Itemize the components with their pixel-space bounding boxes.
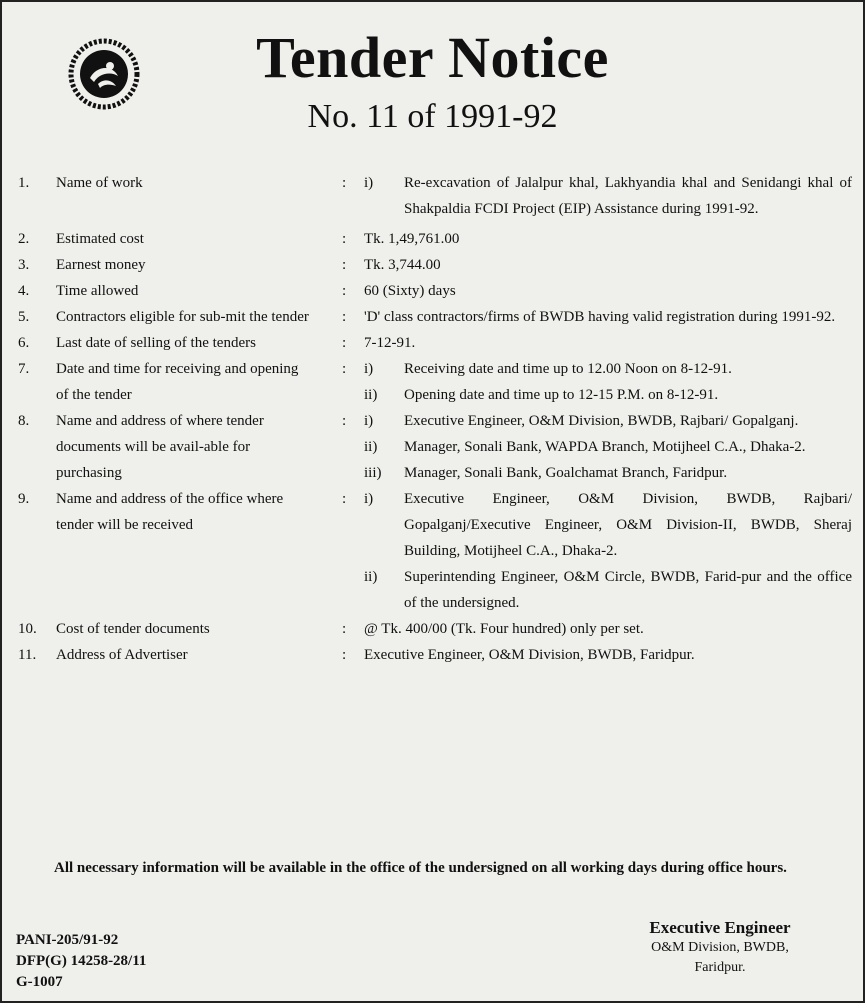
item-number: 1. (18, 175, 30, 191)
item-value-line (364, 486, 852, 564)
tender-item (2, 408, 865, 486)
item-separator: : (342, 621, 347, 637)
item-label: Address of Advertiser (56, 647, 188, 663)
item-label: Contractors eligible for sub-mit the tender (56, 309, 309, 325)
item-number: 10. (18, 621, 37, 637)
item-value-line (364, 460, 852, 486)
value-text: Executive Engineer, O&M Division, BWDB, Rajbari/ Gopalganj. (404, 413, 799, 429)
item-value-line (364, 252, 852, 278)
item-value-line (364, 170, 852, 222)
item-separator: : (342, 361, 347, 377)
item-number: 11. (18, 647, 37, 663)
value-text: Manager, Sonali Bank, Goalchamat Branch, Faridpur. (404, 465, 728, 481)
item-number: 5. (18, 309, 30, 325)
item-value-line (364, 278, 852, 304)
item-number: 8. (18, 413, 30, 429)
value-text: Receiving date and time up to 12.00 Noon on 8-12-91. (404, 361, 732, 377)
roman-numeral: i) (364, 491, 374, 507)
item-number: 3. (18, 257, 30, 273)
item-value (364, 330, 852, 356)
item-separator: : (342, 309, 347, 325)
signature-block (605, 918, 835, 978)
tender-items-list (2, 170, 865, 668)
item-label: Name of work (56, 175, 143, 191)
value-text: 7-12-91. (364, 335, 416, 351)
item-label: Last date of selling of the tenders (56, 335, 256, 351)
item-label: Cost of tender documents (56, 621, 210, 637)
tender-item (2, 170, 865, 222)
item-label: Date and time for receiving and opening of the tender (56, 361, 299, 403)
page-title: Tender Notice (256, 25, 609, 90)
tender-item (2, 278, 865, 304)
item-label: Estimated cost (56, 231, 144, 247)
value-text: 'D' class contractors/firms of BWDB having valid registration during 1991-92. (364, 309, 836, 325)
value-text: Manager, Sonali Bank, WAPDA Branch, Motijheel C.A., Dhaka-2. (404, 439, 806, 455)
tender-item (2, 226, 865, 252)
item-value-line (364, 434, 852, 460)
item-label: Time allowed (56, 283, 139, 299)
item-separator: : (342, 257, 347, 273)
item-value (364, 278, 852, 304)
item-value (364, 356, 852, 408)
item-value-line (364, 408, 852, 434)
item-number: 2. (18, 231, 30, 247)
value-text: Superintending Engineer, O&M Circle, BWDB, Farid-pur and the office of the undersigned. (404, 569, 852, 611)
item-value-line (364, 356, 852, 382)
item-label: Name and address of where tender documents will be avail-able for purchasing (56, 413, 264, 481)
item-number: 7. (18, 361, 30, 377)
roman-numeral: ii) (364, 569, 378, 585)
reference-line: DFP(G) 14258-28/11 (16, 953, 147, 969)
item-separator: : (342, 231, 347, 247)
item-separator: : (342, 175, 347, 191)
roman-numeral: ii) (364, 439, 378, 455)
value-text: @ Tk. 400/00 (Tk. Four hundred) only per set. (364, 621, 644, 637)
roman-numeral: i) (364, 413, 374, 429)
notice-number: No. 11 of 1991-92 (307, 98, 558, 135)
roman-numeral: i) (364, 361, 374, 377)
signature-title: Executive Engineer (649, 918, 791, 937)
item-number: 4. (18, 283, 30, 299)
item-number: 6. (18, 335, 30, 351)
tender-item (2, 356, 865, 408)
item-number: 9. (18, 491, 30, 507)
item-value (364, 642, 852, 668)
item-value (364, 486, 852, 616)
information-note: All necessary information will be available in the office of the undersigned on all working days during office hours. (54, 860, 787, 876)
item-separator: : (342, 283, 347, 299)
value-text: 60 (Sixty) days (364, 283, 456, 299)
item-value (364, 408, 852, 486)
item-value (364, 304, 852, 330)
item-separator: : (342, 491, 347, 507)
value-text: Opening date and time up to 12-15 P.M. on 8-12-91. (404, 387, 719, 403)
item-value-line (364, 382, 852, 408)
signature-line: Faridpur. (694, 960, 746, 975)
value-text: Re-excavation of Jalalpur khal, Lakhyandia khal and Senidangi khal of Shakpaldia FCDI Project (EIP) Assistance during 1991-92. (404, 175, 852, 217)
signature-line: O&M Division, BWDB, (651, 940, 789, 955)
reference-numbers (16, 930, 146, 993)
tender-item (2, 330, 865, 356)
reference-line: PANI-205/91-92 (16, 932, 119, 948)
item-value-line (364, 304, 852, 330)
tender-item (2, 252, 865, 278)
item-separator: : (342, 647, 347, 663)
tender-item (2, 304, 865, 330)
item-value (364, 226, 852, 252)
reference-line: G-1007 (16, 974, 63, 990)
tender-item (2, 486, 865, 616)
item-separator: : (342, 413, 347, 429)
item-value (364, 170, 852, 222)
value-text: Tk. 3,744.00 (364, 257, 441, 273)
roman-numeral: i) (364, 175, 374, 191)
value-text: Tk. 1,49,761.00 (364, 231, 460, 247)
item-value-line (364, 616, 852, 642)
item-value-line (364, 564, 852, 616)
item-value-line (364, 642, 852, 668)
item-value-line (364, 330, 852, 356)
item-value-line (364, 226, 852, 252)
value-text: Executive Engineer, O&M Division, BWDB, Rajbari/ Gopalganj/Executive Engineer, O&M Division-II, BWDB, Sheraj Building, Motijheel C.A., Dhaka-2. (404, 491, 852, 559)
roman-numeral: iii) (364, 465, 382, 481)
value-text: Executive Engineer, O&M Division, BWDB, Faridpur. (364, 647, 695, 663)
tender-item (2, 642, 865, 668)
item-value (364, 616, 852, 642)
item-label: Earnest money (56, 257, 146, 273)
item-value (364, 252, 852, 278)
item-label: Name and address of the office where tender will be received (56, 491, 284, 533)
item-separator: : (342, 335, 347, 351)
roman-numeral: ii) (364, 387, 378, 403)
tender-item (2, 616, 865, 642)
